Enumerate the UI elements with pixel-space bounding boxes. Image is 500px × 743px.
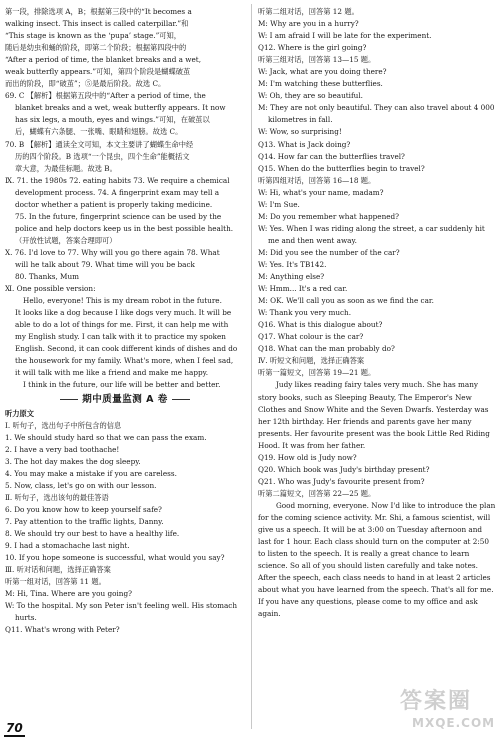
- text-line: 5. Now, class, let's go on with our lesson.: [5, 480, 157, 490]
- text-line: 听第三组对话，回答第 13—15 题。: [258, 55, 376, 65]
- passage-line: about what you have learned from the speech. That's all for me.: [258, 585, 494, 595]
- text-line: 75. In the future, fingerprint science can be used by the: [15, 211, 222, 221]
- text-line: Q21. Who was Judy's favourite present from?: [258, 476, 425, 486]
- text-line: 8. We should try our best to have a healthy life.: [5, 529, 180, 539]
- passage-line: to listen to the speech. It is really a great chance to learn: [258, 549, 470, 559]
- text-line: 10. If you hope someone is successful, what would you say?: [5, 553, 225, 563]
- watermark-logo: [400, 688, 496, 740]
- passage-line: If you have any questions, please come to my office and ask: [258, 597, 478, 607]
- text-line: 9. I had a stomachache last night.: [5, 541, 130, 551]
- text-line: “This stage is known as the ‘pupa’ stage.”可知，: [5, 31, 182, 41]
- text-line: 听第一组对话，回答第 11 题。: [5, 577, 106, 587]
- answer-69: 69. C 【解析】根据第五段中的“After a period of time, the: [5, 91, 206, 101]
- text-line: W: To the hospital. My son Peter isn't feeling well. His stomach: [5, 601, 238, 611]
- text-line: 而出的阶段，即“破茧”；⑤是最后阶段。故选 C。: [5, 79, 166, 89]
- essay-line: English. Second, it can cook different kinds of dishes and do: [15, 344, 238, 354]
- text-line: W: Wow, so surprising!: [258, 127, 342, 137]
- text-line: Q12. Where is the girl going?: [258, 43, 367, 53]
- title-rule-left: [60, 399, 78, 400]
- text-line: 80. Thanks, Mum: [15, 272, 80, 282]
- passage-line: her 12th birthday. Her friends and parents gave her many: [258, 416, 472, 426]
- text-line: doctor whether a patient is properly taking medicine.: [15, 199, 213, 209]
- text-line: Q14. How far can the butterflies travel?: [258, 151, 405, 161]
- text-line: M: Do you remember what happened?: [258, 211, 400, 221]
- text-line: 1. We should study hard so that we can pass the exam.: [5, 432, 207, 442]
- part-heading: Ⅳ. 听短文和问题，选择正确答案: [258, 356, 365, 366]
- passage-line: Judy likes reading fairy tales very much. She has many: [276, 380, 479, 390]
- text-line: 章大意，为最佳标题。故选 B。: [15, 163, 117, 173]
- text-line: 2. I have a very bad toothache!: [5, 444, 120, 454]
- passage-line: again.: [258, 609, 281, 619]
- text-line: has six legs, a mouth, eyes and wings.”可知，在破茧以: [15, 115, 210, 125]
- watermark-text: 答案圈: [400, 689, 473, 714]
- text-line: me and then went away.: [268, 235, 357, 245]
- passage-line: Good morning, everyone. Now I'd like to introduce the plan: [276, 500, 496, 510]
- essay-line: able to do a lot of things for me. First, it can help me with: [15, 320, 229, 330]
- text-line: development process. 74. A fingerprint exam may tell a: [15, 187, 220, 197]
- part-heading: Ⅱ. 听句子，选出该句的最佳答语: [5, 492, 109, 502]
- text-line: W: Oh, they are so beautiful.: [258, 91, 363, 101]
- listening-heading: 听力原文: [5, 408, 35, 418]
- text-line: Q15. When do the butterflies begin to travel?: [258, 163, 425, 173]
- essay-line: it will talk with me like a friend and make me happy.: [15, 368, 209, 378]
- section-title-text: 期中质量监测 A 卷: [82, 393, 168, 405]
- text-line: Q13. What is Jack doing?: [258, 139, 351, 149]
- text-line: M: Did you see the number of the car?: [258, 247, 400, 257]
- right-column: [258, 6, 496, 620]
- text-line: W: Jack, what are you doing there?: [258, 67, 387, 77]
- text-line: 听第四组对话，回答第 16—18 题。: [258, 175, 376, 185]
- text-line: Q16. What is this dialogue about?: [258, 320, 383, 330]
- text-line: walking insect. This insect is called caterpillar.”和: [5, 19, 189, 29]
- text-line: 第一段，排除选项 A，B；根据第三段中的“It becomes a: [5, 7, 192, 16]
- text-line: 随后是幼虫和蛹的阶段，即第二个阶段；根据第四段中的: [5, 43, 187, 53]
- page-number: 70: [6, 721, 23, 735]
- text-line: kilometres in fall.: [268, 115, 333, 125]
- passage-line: for the coming science activity. Mr. Shi, a famous scientist, will: [258, 512, 491, 522]
- passage-line: Clothes and Snow White and the Seven Dwarfs. Yesterday was: [258, 404, 489, 414]
- text-line: W: Yes. It's TB142.: [258, 259, 327, 269]
- text-line: Q20. Which book was Judy's birthday present?: [258, 464, 430, 474]
- text-line: 听第二篇短文，回答第 22—25 题。: [258, 488, 376, 498]
- essay-line: my English study. I can talk with it to practice my spoken: [15, 332, 226, 342]
- passage-line: After the speech, each class needs to hand in at least 2 articles: [258, 573, 491, 583]
- answer-70: 70. B 【解析】通读全文可知，本文主要讲了蝴蝶生命中经: [5, 139, 194, 149]
- passage-line: science. So all of you should listen carefully and take notes.: [258, 561, 478, 571]
- text-line: blanket breaks and a wet, weak butterfly appears. It now: [15, 103, 226, 113]
- text-line: W: Yes. When I was riding along the street, a car suddenly hit: [258, 223, 485, 233]
- part-heading: Ⅰ. 听句子，选出句子中所包含的信息: [5, 420, 122, 430]
- text-line: Q19. How old is Judy now?: [258, 452, 357, 462]
- text-line: （开放性试题，答案合理即可）: [15, 235, 117, 245]
- left-column: [5, 6, 245, 636]
- text-line: will he talk about 79. What time will you be back: [15, 259, 195, 269]
- passage-line: story books, such as Sleeping Beauty, The Emperor's New: [258, 392, 472, 402]
- essay-line: It looks like a dog because I like dogs very much. It will be: [15, 308, 232, 318]
- text-line: “After a period of time, the blanket breaks and a wet,: [5, 55, 201, 65]
- text-line: W: Hi, what's your name, madam?: [258, 187, 384, 197]
- essay-line: the housework for my family. What's more, when I feel sad,: [15, 356, 234, 366]
- text-line: Q11. What's wrong with Peter?: [5, 625, 120, 635]
- passage-line: give us a speech. It will be at 3:00 on Tuesday afternoon and: [258, 525, 483, 535]
- text-line: 听第一篇短文，回答第 19—21 题。: [258, 368, 376, 378]
- text-line: M: Anything else?: [258, 272, 325, 282]
- text-line: W: I am afraid I will be late for the experiment.: [258, 31, 432, 41]
- text-line: M: I'm watching these butterflies.: [258, 79, 383, 89]
- section-title: [5, 394, 245, 406]
- text-line: W: Hmm... It's a red car.: [258, 284, 348, 294]
- part-heading: Ⅲ. 听对话和问题，选择正确答案: [5, 565, 111, 575]
- section-x: Ⅹ. 76. I'd love to 77. Why will you go there again 78. What: [5, 247, 220, 257]
- text-line: W: Thank you very much.: [258, 308, 352, 318]
- text-line: M: Why are you in a hurry?: [258, 19, 359, 29]
- text-line: 7. Pay attention to the traffic lights, Danny.: [5, 516, 164, 526]
- passage-line: last for 1 hour. Each class should turn on the computer at 2:50: [258, 537, 490, 547]
- text-line: W: I'm Sue.: [258, 199, 300, 209]
- text-line: M: Hi, Tina. Where are you going?: [5, 589, 132, 599]
- essay-line: Hello, everyone! This is my dream robot in the future.: [23, 296, 222, 306]
- text-line: Q17. What colour is the car?: [258, 332, 364, 342]
- text-line: weak butterfly appears.”可知，第四个阶段是蝴蝶破茧: [5, 67, 191, 77]
- text-line: police and help doctors keep us in the best possible health.: [15, 223, 234, 233]
- text-line: 4. You may make a mistake if you are careless.: [5, 468, 177, 478]
- passage-line: Hood. It was from her father.: [258, 440, 366, 450]
- text-line: 听第二组对话，回答第 12 题。: [258, 7, 359, 16]
- text-line: hurts.: [15, 613, 37, 623]
- watermark-url: MXQE.COM: [412, 716, 496, 730]
- title-rule-right: [172, 399, 190, 400]
- text-line: M: They are not only beautiful. They can also travel about 4 000: [258, 103, 495, 113]
- section-xi: Ⅺ. One possible version:: [5, 284, 96, 294]
- passage-line: presents. Her favourite present was the book Little Red Riding: [258, 428, 490, 438]
- text-line: Q18. What can the man probably do?: [258, 344, 395, 354]
- text-line: 3. The hot day makes the dog sleepy.: [5, 456, 141, 466]
- essay-line: I think in the future, our life will be better and better.: [23, 380, 221, 390]
- column-divider: [251, 4, 252, 729]
- text-line: M: OK. We'll call you as soon as we find the car.: [258, 296, 434, 306]
- text-line: 历的四个阶段。B 选项“一个昆虫，四个生命”能概括文: [15, 151, 190, 161]
- section-ix: Ⅸ. 71. the 1980s 72. eating habits 73. We require a chemical: [5, 175, 230, 185]
- text-line: 后，蝴蝶有六条腿、一张嘴、眼睛和翅膀。故选 C。: [15, 127, 183, 137]
- text-line: 6. Do you know how to keep yourself safe?: [5, 504, 162, 514]
